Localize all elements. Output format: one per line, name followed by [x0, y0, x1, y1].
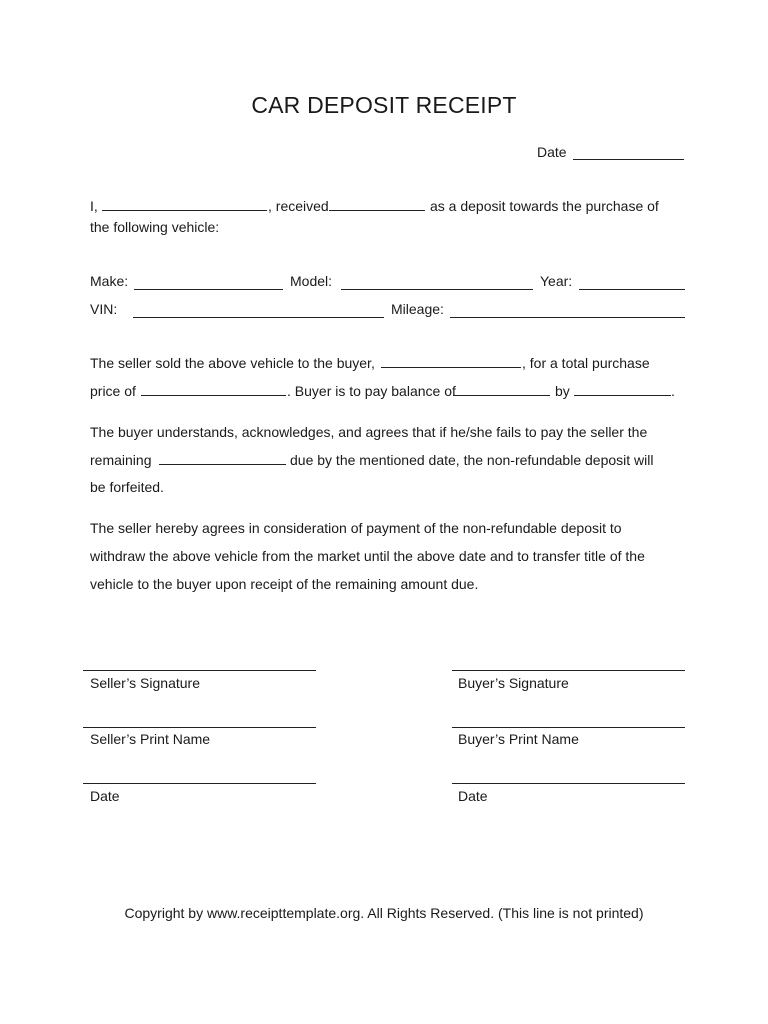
- p4-line3: vehicle to the buyer upon receipt of the remaining amount due.: [90, 576, 479, 592]
- balance-date-line[interactable]: [574, 395, 671, 396]
- buyer-date-label: Date: [458, 788, 488, 804]
- balance-amount-line[interactable]: [453, 395, 550, 396]
- date-label: Date: [537, 144, 567, 160]
- p3-line2-a: remaining: [90, 452, 152, 468]
- seller-date-label: Date: [90, 788, 120, 804]
- buyer-print-name-label: Buyer’s Print Name: [458, 731, 579, 747]
- seller-date-line[interactable]: [83, 783, 316, 784]
- p3-line3: be forfeited.: [90, 479, 164, 495]
- date-field-line[interactable]: [573, 159, 684, 160]
- buyer-signature-line[interactable]: [452, 670, 685, 671]
- mileage-field-line[interactable]: [450, 317, 685, 318]
- year-label: Year:: [540, 273, 573, 289]
- buyer-print-name-line[interactable]: [452, 727, 685, 728]
- buyer-name-line[interactable]: [381, 367, 521, 368]
- seller-print-name-label: Seller’s Print Name: [90, 731, 211, 747]
- make-label: Make:: [90, 273, 129, 289]
- p2-line1-a: The seller sold the above vehicle to the buyer,: [90, 355, 375, 371]
- remaining-amount-line[interactable]: [159, 464, 286, 465]
- buyer-signature-label: Buyer’s Signature: [458, 675, 569, 691]
- p1-line2: the following vehicle:: [90, 219, 220, 235]
- copyright-footer: Copyright by www.receipttemplate.org. All Rights Reserved. (This line is not printed): [124, 905, 644, 921]
- p1-prefix: I,: [90, 198, 98, 214]
- vin-label: VIN:: [90, 301, 118, 317]
- p2-line2-c: by: [555, 383, 570, 399]
- total-price-line[interactable]: [141, 395, 286, 396]
- seller-signature-line[interactable]: [83, 670, 316, 671]
- p4-line1: The seller hereby agrees in consideration of payment of the non-refundable deposit to: [90, 520, 622, 536]
- make-field-line[interactable]: [134, 289, 283, 290]
- document-title: CAR DEPOSIT RECEIPT: [251, 92, 517, 118]
- p2-line1-b: , for a total purchase: [522, 355, 650, 371]
- p2-line2-d: .: [671, 383, 675, 399]
- model-field-line[interactable]: [341, 289, 533, 290]
- p4-line2: withdraw the above vehicle from the market until the above date and to transfer title of the: [90, 548, 645, 564]
- vin-field-line[interactable]: [133, 317, 384, 318]
- seller-signature-label: Seller’s Signature: [90, 675, 200, 691]
- deposit-amount-line[interactable]: [329, 210, 425, 211]
- p2-line2-b: . Buyer is to pay balance of: [287, 383, 456, 399]
- p1-received: , received: [268, 198, 329, 214]
- buyer-date-line[interactable]: [452, 783, 685, 784]
- seller-print-name-line[interactable]: [83, 727, 316, 728]
- p2-line2-a: price of: [90, 383, 136, 399]
- model-label: Model:: [290, 273, 333, 289]
- mileage-label: Mileage:: [391, 301, 444, 317]
- p3-line2-b: due by the mentioned date, the non-refundable deposit will: [290, 452, 654, 468]
- receiver-name-line[interactable]: [102, 210, 267, 211]
- year-field-line[interactable]: [579, 289, 685, 290]
- p1-deposit-text: as a deposit towards the purchase of: [430, 198, 659, 214]
- p3-line1: The buyer understands, acknowledges, and agrees that if he/she fails to pay the seller the: [90, 424, 648, 440]
